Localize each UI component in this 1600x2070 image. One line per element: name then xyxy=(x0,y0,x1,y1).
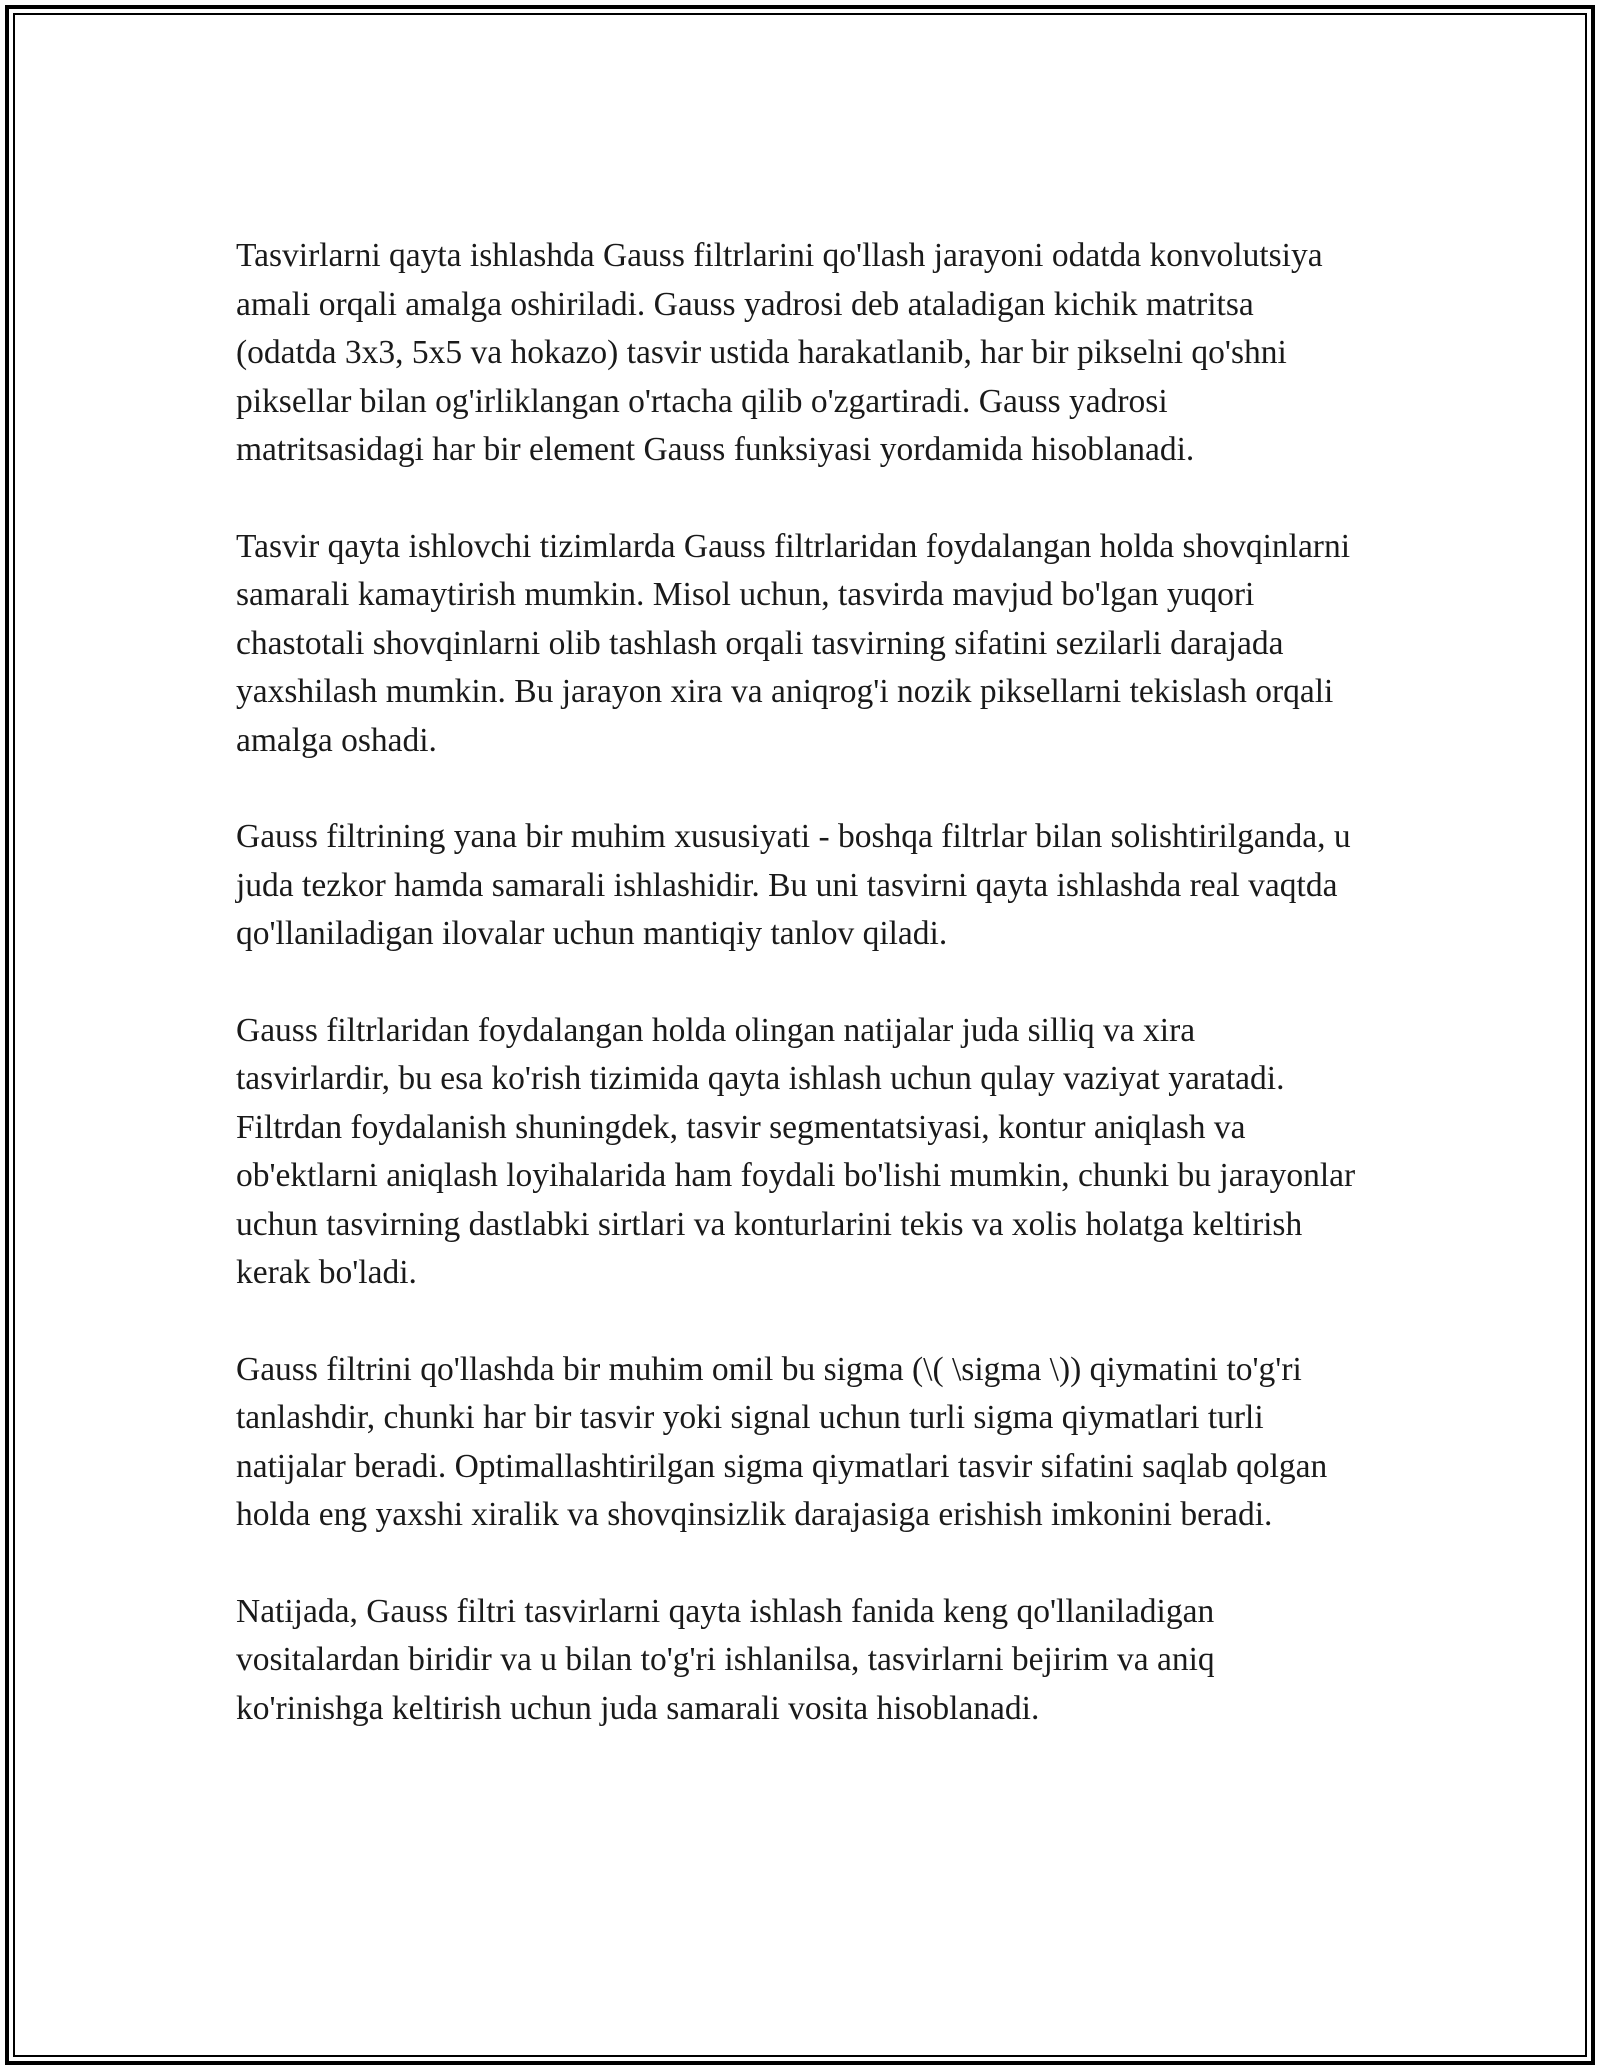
document-body xyxy=(236,232,1356,1733)
paragraph-1: Tasvirlarni qayta ishlashda Gauss filtrlarini qo'llash jarayoni odatda konvolutsiya amali orqali amalga oshiriladi. Gauss yadrosi deb ataladigan kichik matritsa (odatda 3x3, 5x5 va hokazo) tasvir ustida harakatlanib, har bir pikselni qo'shni piksellar bilan og'irliklangan o'rtacha qilib o'zgartiradi. Gauss yadrosi matritsasidagi har bir element Gauss funksiyasi yordamida hisoblanadi. xyxy=(236,237,1323,468)
paragraph-5: Gauss filtrini qo'llashda bir muhim omil bu sigma (\( \sigma \)) qiymatini to'g'ri tanlashdir, chunki har bir tasvir yoki signal uchun turli sigma qiymatlari turli natijalar beradi. Optimallashtirilgan sigma qiymatlari tasvir sifatini saqlab qolgan holda eng yaxshi xiralik va shovqinsizlik darajasiga erishish imkonini beradi. xyxy=(236,1350,1328,1533)
paragraph-3: Gauss filtrining yana bir muhim xususiyati - boshqa filtrlar bilan solishtirilganda, u juda tezkor hamda samarali ishlashidir. Bu uni tasvirni qayta ishlashda real vaqtda qo'llaniladigan ilovalar uchun mantiqiy tanlov qiladi. xyxy=(236,818,1351,952)
paragraph-6: Natijada, Gauss filtri tasvirlarni qayta ishlash fanida keng qo'llaniladigan vositalardan biridir va u bilan to'g'ri ishlanilsa, tasvirlarni bejirim va aniq ko'rinishga keltirish uchun juda samarali vosita hisoblanadi. xyxy=(236,1592,1215,1727)
paragraph-2: Tasvir qayta ishlovchi tizimlarda Gauss filtrlaridan foydalangan holda shovqinlarni samarali kamaytirish mumkin. Misol uchun, tasvirda mavjud bo'lgan yuqori chastotali shovqinlarni olib tashlash orqali tasvirning sifatini sezilarli darajada yaxshilash mumkin. Bu jarayon xira va aniqrog'i nozik piksellarni tekislash orqali amalga oshadi. xyxy=(236,527,1351,759)
paragraph-4: Gauss filtrlaridan foydalangan holda olingan natijalar juda silliq va xira tasvirlardir, bu esa ko'rish tizimida qayta ishlash uchun qulay vaziyat yaratadi. Filtrdan foydalanish shuningdek, tasvir segmentatsiyasi, kontur aniqlash va ob'ektlarni aniqlash loyihalarida ham foydali bo'lishi mumkin, chunki bu jarayonlar uchun tasvirning dastlabki sirtlari va konturlarini tekis va xolis holatga keltirish kerak bo'ladi. xyxy=(236,1011,1356,1291)
